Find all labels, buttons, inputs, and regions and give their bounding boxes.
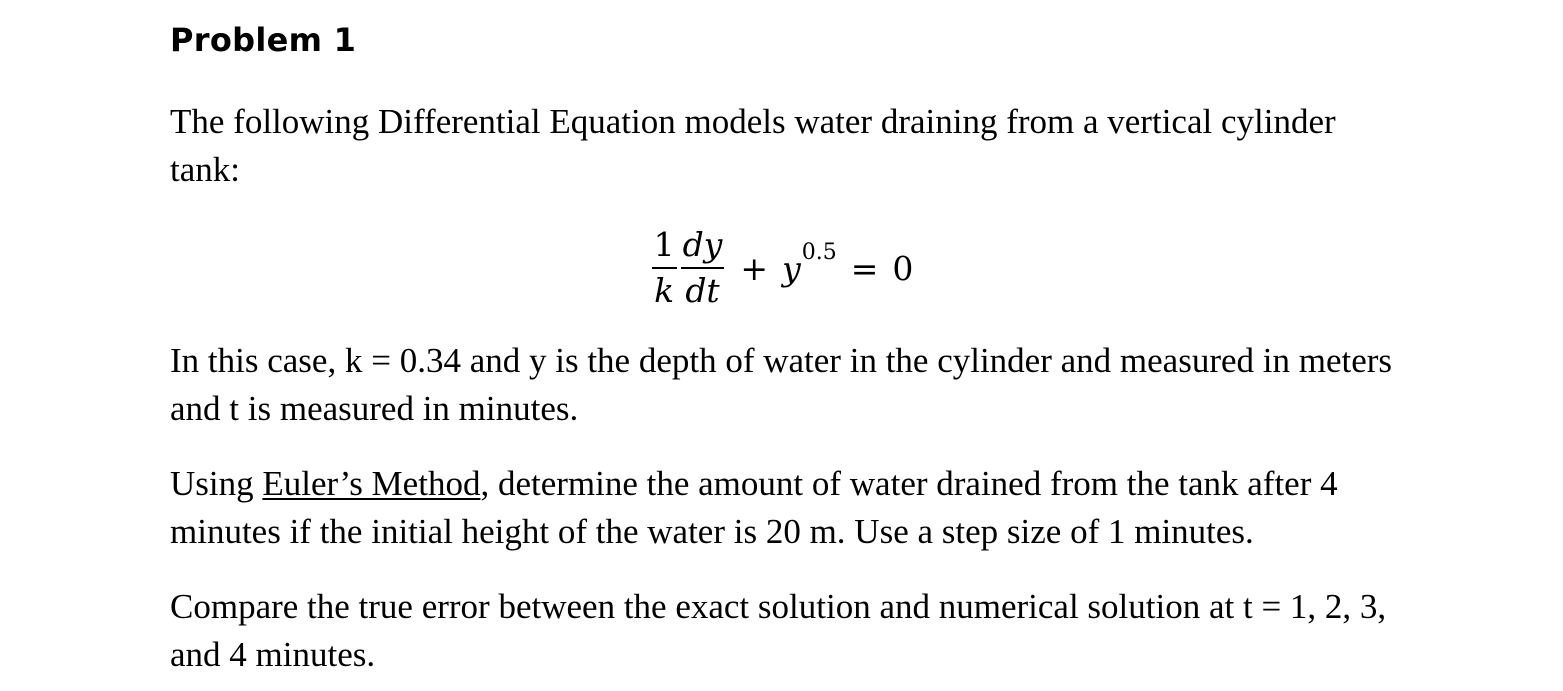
fraction-denominator: k [654, 271, 675, 310]
task-text-before: Using [170, 464, 263, 503]
fraction-denominator: dt [685, 271, 720, 310]
task-paragraph [170, 460, 1400, 556]
eulers-method-term: Euler’s Method [262, 464, 481, 503]
plus-operator: + [740, 248, 769, 288]
problem-heading: Problem 1 [170, 21, 357, 59]
fraction-one-over-k [652, 225, 677, 311]
fraction-dy-dt [681, 225, 725, 311]
equation-rhs: 0 [892, 248, 914, 288]
parameters-paragraph: In this case, k = 0.34 and y is the depth of water in the cylinder and measured in meters and t is measured in minutes. [170, 341, 1393, 428]
fraction-bar [681, 267, 725, 269]
exponent: 0.5 [801, 239, 837, 265]
comparison-paragraph: Compare the true error between the exact solution and numerical solution at t = 1, 2, 3, and 4 minutes. [170, 587, 1387, 674]
equals-operator: = [850, 248, 879, 288]
fraction-bar [652, 267, 677, 269]
intro-paragraph: The following Differential Equation models water draining from a vertical cylinder tank: [170, 102, 1336, 189]
fraction-numerator: dy [682, 225, 723, 264]
fraction-numerator: 1 [653, 225, 675, 264]
differential-equation [0, 222, 1563, 314]
task-text-after: , determine the amount of water drained from the tank after 4 minutes if the initial height of the water is 20 m. Use a step size of 1 minutes. [170, 464, 1338, 551]
variable-y: y [782, 248, 801, 288]
